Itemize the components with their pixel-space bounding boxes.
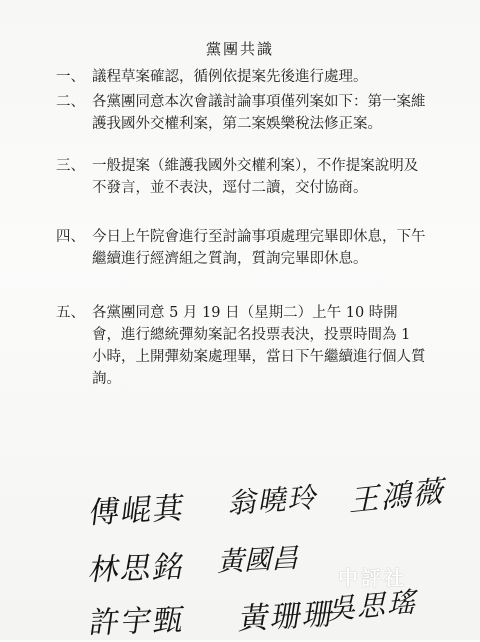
watermark-logo: 中評社 [338, 566, 407, 590]
item-number: 一、 [56, 69, 85, 85]
signature: 王鴻薇 [347, 473, 451, 520]
consensus-item-1 [56, 66, 426, 88]
item-text: 一般提案（維護我國外交權利案），不作提案說明及不發言，並不表決，逕付二讀，交付協商。 [92, 158, 419, 196]
signature: 黃珊珊 [236, 596, 339, 638]
consensus-item-2 [56, 91, 426, 135]
consensus-item-4 [56, 226, 426, 270]
signature: 吳思瑤 [325, 584, 424, 627]
item-number: 三、 [56, 158, 85, 174]
signature: 許宇甄 [87, 602, 188, 642]
document-title: 黨團共識 [205, 40, 274, 58]
signature: 黃國昌 [215, 542, 304, 579]
item-number: 四、 [56, 229, 85, 245]
consensus-item-3 [56, 155, 426, 199]
item-text: 各黨團同意本次會議討論事項僅列案如下：第一案維護我國外交權利案，第二案娛樂稅法修正案。 [92, 94, 426, 132]
item-text: 議程草案確認，循例依提案先後進行處理。 [92, 69, 368, 85]
signature: 林思銘 [86, 549, 189, 589]
item-text: 今日上午院會進行至討論事項處理完畢即休息，下午繼續進行經濟組之質詢，質詢完畢即休息。 [92, 229, 426, 267]
signature: 傅崐萁 [87, 490, 188, 532]
signature: 翁曉玲 [226, 480, 323, 521]
item-number: 二、 [56, 94, 85, 110]
item-text: 各黨團同意 5 月 19 日（星期二）上午 10 時開會，進行總統彈劾案記名投票表決，投票時間為 1 小時，上開彈劾案處理畢，當日下午繼續進行個人質詢。 [92, 305, 426, 387]
item-number: 五、 [56, 305, 85, 321]
consensus-item-5 [56, 302, 426, 390]
